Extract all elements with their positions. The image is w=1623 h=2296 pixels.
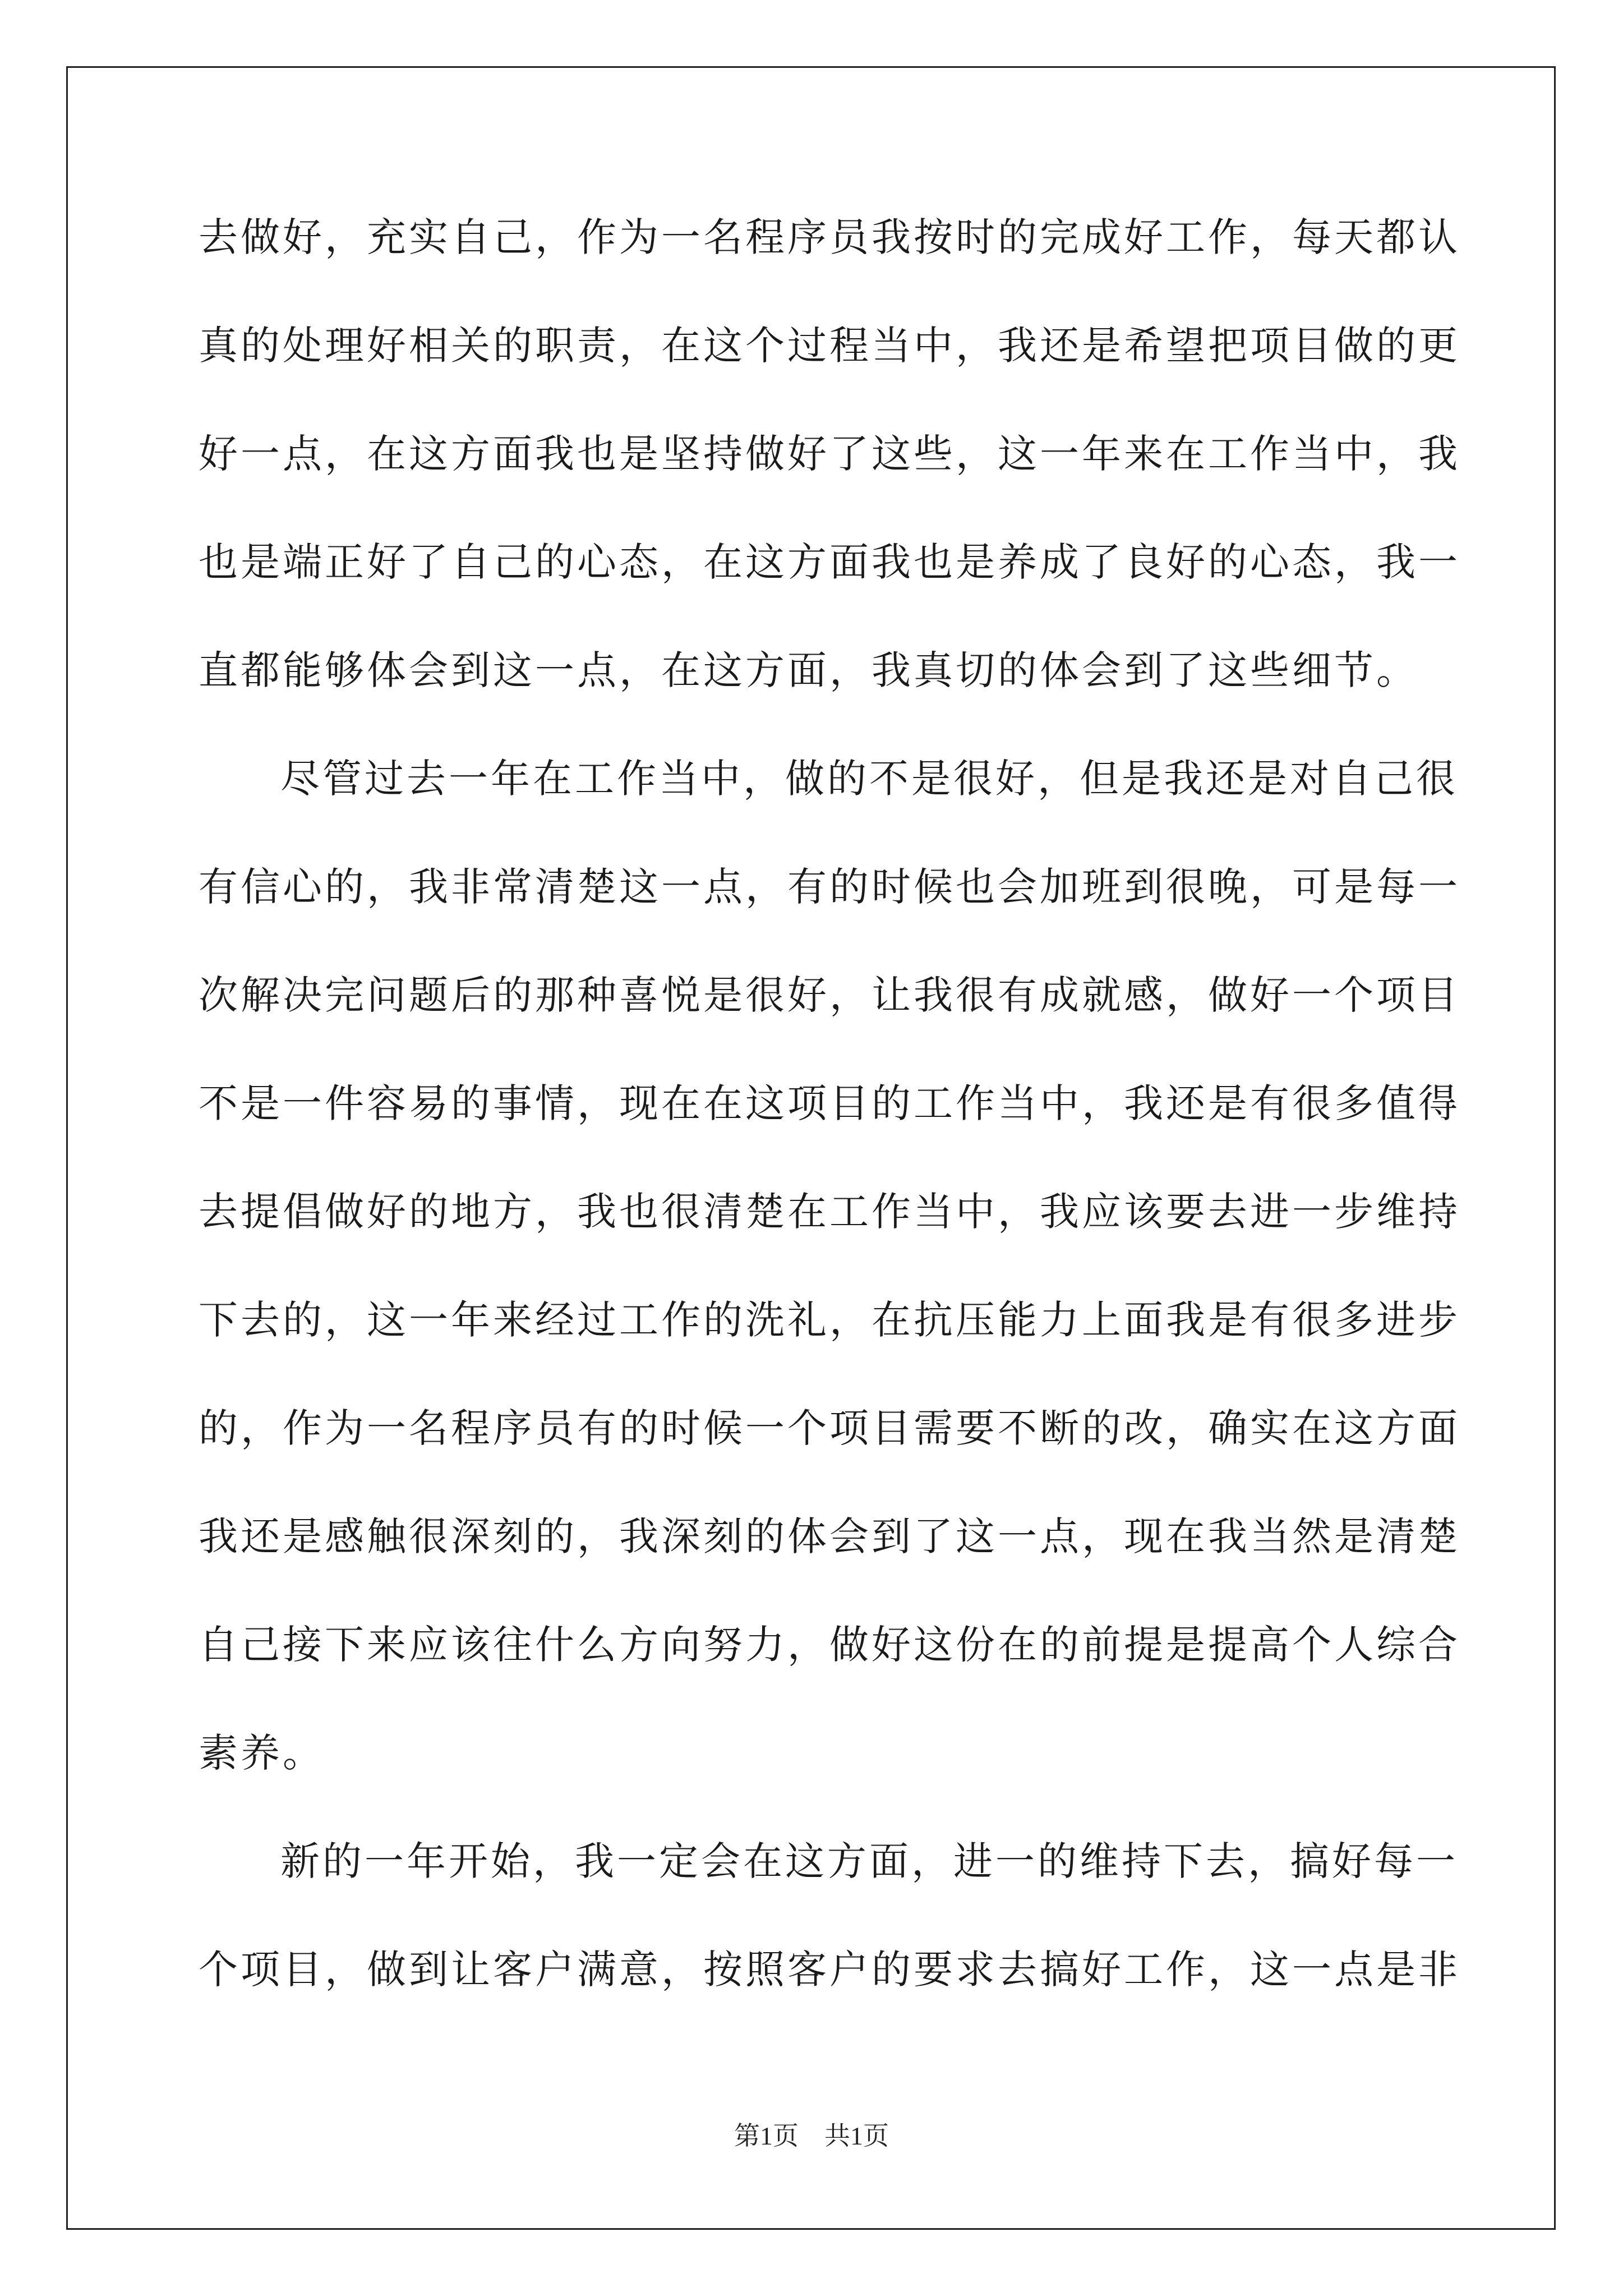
text-line: 直都能够体会到这一点，在这方面，我真切的体会到了这些细节。 [199,647,1418,693]
text-line: 也是端正好了自己的心态，在这方面我也是养成了良好的心态，我一 [199,539,1460,585]
text-line: 去做好，充实自己，作为一名程序员我按时的完成好工作，每天都认 [199,214,1460,260]
text-line: 自己接下来应该往什么方向努力，做好这份在的前提是提高个人综合 [199,1622,1460,1668]
text-line: 不是一件容易的事情，现在在这项目的工作当中，我还是有很多值得 [199,1080,1460,1126]
text-line: 有信心的，我非常清楚这一点，有的时候也会加班到很晚，可是每一 [199,864,1460,910]
page-number-footer: 第1页 共1页 [734,2122,889,2150]
text-line: 去提倡做好的地方，我也很清楚在工作当中，我应该要去进一步维持 [199,1189,1460,1235]
paragraph-first-line: 新的一年开始，我一定会在这方面，进一的维持下去，搞好每一 [280,1838,1458,1884]
text-line: 真的处理好相关的职责，在这个过程当中，我还是希望把项目做的更 [199,323,1460,369]
text-line: 的，作为一名程序员有的时候一个项目需要不断的改，确实在这方面 [199,1405,1460,1451]
paragraph-first-line: 尽管过去一年在工作当中，做的不是很好，但是我还是对自己很 [280,756,1458,802]
text-line: 我还是感触很深刻的，我深刻的体会到了这一点，现在我当然是清楚 [199,1513,1460,1559]
text-line: 个项目，做到让客户满意，按照客户的要求去搞好工作，这一点是非 [199,1947,1460,1993]
page-border [66,66,1556,2230]
text-line: 下去的，这一年来经过工作的洗礼，在抗压能力上面我是有很多进步 [199,1297,1460,1343]
text-line: 素养。 [199,1730,325,1776]
text-line: 次解决完问题后的那种喜悦是很好，让我很有成就感，做好一个项目 [199,972,1460,1018]
text-line: 好一点，在这方面我也是坚持做好了这些，这一年来在工作当中，我 [199,431,1460,477]
